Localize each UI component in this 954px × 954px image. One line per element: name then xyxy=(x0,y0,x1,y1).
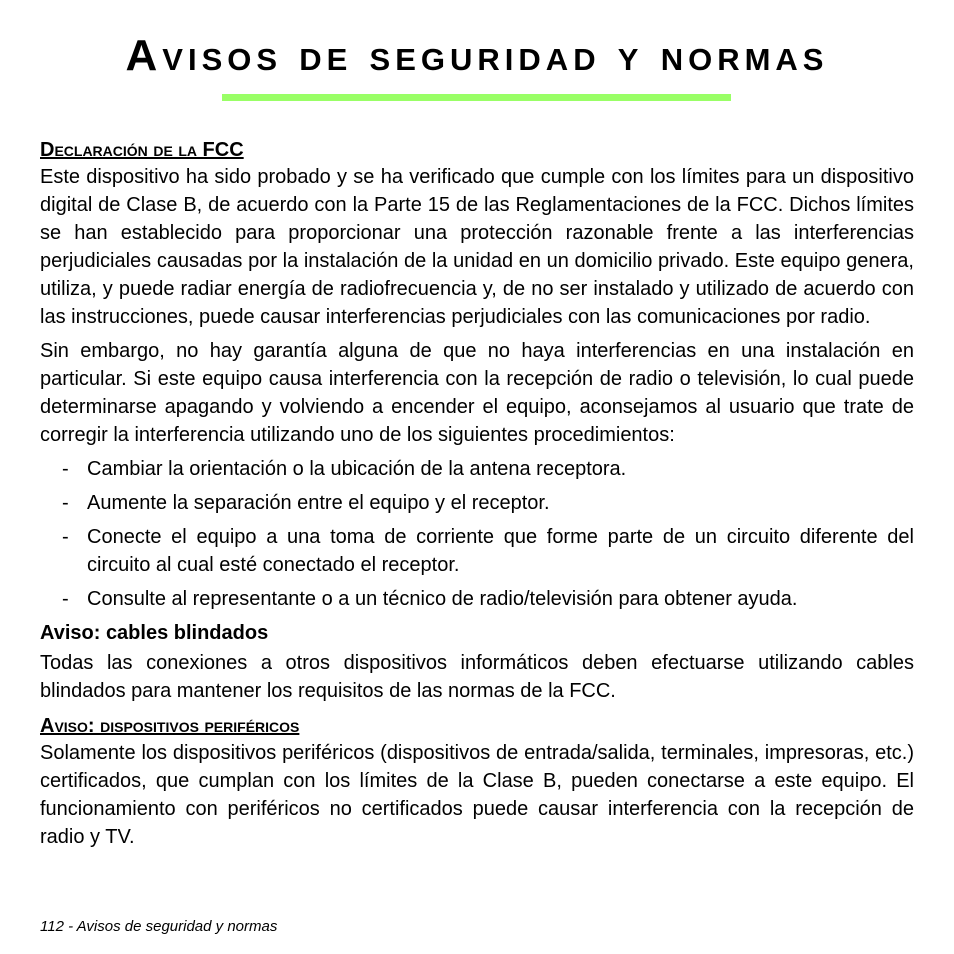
section-peripheral-devices xyxy=(40,713,914,851)
section-heading: Declaración de la FCC xyxy=(40,139,244,161)
list-dash: - xyxy=(62,526,69,548)
list-item xyxy=(40,489,914,517)
list-item-text: Aumente la separación entre el equipo y el receptor. xyxy=(87,492,550,514)
paragraph: Sin embargo, no hay garantía alguna de que no haya interferencias en una instalación en particular. Si este equipo causa interferencia con la recepción de radio o televisión, lo cual puede determinarse apagando y volviendo a encender el equipo, aconsejamos al usuario que trate de corregir la interferencia utilizando uno de los siguientes procedimientos: xyxy=(40,340,914,446)
list-item xyxy=(40,523,914,579)
paragraph: Solamente los dispositivos periféricos (dispositivos de entrada/salida, terminales, impresoras, etc.) certificados, que cumplan con los límites de la Clase B, pueden conectarse a este equipo. El funcionamiento con periféricos no certificados puede causar interferencia con la recepción de radio y TV. xyxy=(40,742,914,848)
paragraph: Todas las conexiones a otros dispositivos informáticos deben efectuarse utilizando cables blindados para mantener los requisitos de las normas de la FCC. xyxy=(40,652,914,702)
list-item-text: Conecte el equipo a una toma de corriente que forme parte de un circuito diferente del circuito al cual esté conectado el receptor. xyxy=(87,526,914,576)
page-footer: 112 - Avisos de seguridad y normas xyxy=(40,918,278,935)
list-item xyxy=(40,455,914,483)
section-fcc-declaration xyxy=(40,137,914,705)
page-title: Avisos de seguridad y normas xyxy=(125,31,829,80)
list-item xyxy=(40,585,914,613)
list-dash: - xyxy=(62,458,69,480)
paragraph: Este dispositivo ha sido probado y se ha verificado que cumple con los límites para un dispositivo digital de Clase B, de acuerdo con la Parte 15 de las Reglamentaciones de la FCC. Dichos límites se han establecido para proporcionar una protección razonable frente a las interferencias perjudiciales causadas por la instalación de la unidad en un domicilio privado. Este equipo genera, utiliza, y puede radiar energía de radiofrecuencia y, de no ser instalado y utilizado de acuerdo con las instrucciones, puede causar interferencias perjudiciales con las comunicaciones por radio. xyxy=(40,166,914,328)
list-item-text: Cambiar la orientación o la ubicación de la antena receptora. xyxy=(87,458,627,480)
list-dash: - xyxy=(62,588,69,610)
procedure-list xyxy=(40,455,914,613)
list-dash: - xyxy=(62,492,69,514)
list-item-text: Consulte al representante o a un técnico de radio/televisión para obtener ayuda. xyxy=(87,588,798,610)
title-accent-bar xyxy=(222,94,731,101)
section-heading: Aviso: dispositivos periféricos xyxy=(40,715,300,737)
document-content xyxy=(40,137,914,857)
subheading-shielded-cables: Aviso: cables blindados xyxy=(40,622,269,644)
